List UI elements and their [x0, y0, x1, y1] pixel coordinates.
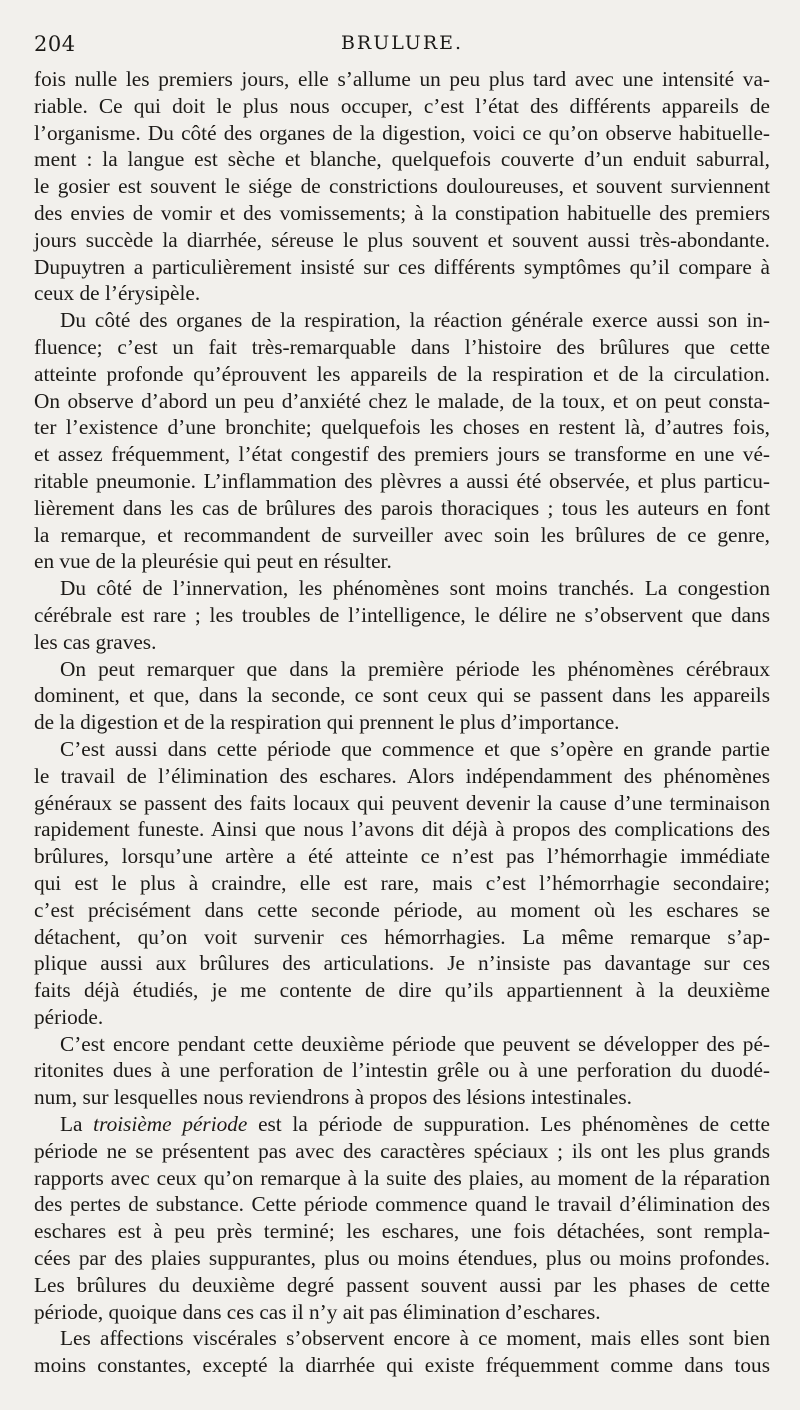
text-line: cérébrale est rare ; les troubles de l’intelligence, le délire ne s’observent que dans	[34, 602, 770, 627]
text-segment: est la période de suppuration. Les phénomènes de cette	[247, 1112, 770, 1137]
text-line: la remarque, et recommandent de surveiller avec soin les brûlures de ce genre,	[34, 522, 770, 547]
text-line: c’est précisément dans cette seconde période, au moment où les eschares se	[34, 897, 770, 922]
page-header	[34, 28, 770, 64]
text-line: rapidement funeste. Ainsi que nous l’avons dit déjà à propos des complications des	[34, 817, 770, 842]
text-line: Les brûlures du deuxième degré passent souvent aussi par les phases de cette	[34, 1272, 770, 1297]
text-line: Du côté des organes de la respiration, la réaction générale exerce aussi son in-	[60, 308, 770, 333]
text-line: On observe d’abord un peu d’anxiété chez le malade, de la toux, et on peut consta-	[34, 388, 770, 413]
text-line: l’organisme. Du côté des organes de la digestion, voici ce qu’on observe habituelle-	[34, 120, 770, 145]
text-line: faits déjà étudiés, je me contente de dire qu’ils appartiennent à la deuxième	[34, 978, 770, 1003]
text-segment: La	[60, 1112, 94, 1137]
text-line: lièrement dans les cas de brûlures des parois thoraciques ; tous les auteurs en font	[34, 495, 770, 520]
text-line: qui est le plus à craindre, elle est rare, mais c’est l’hémorrhagie secondaire;	[34, 870, 770, 895]
text-line: fluence; c’est un fait très-remarquable dans l’histoire des brûlures que cette	[34, 334, 770, 359]
page-number: 204	[34, 32, 76, 56]
text-line: ritable pneumonie. L’inflammation des plèvres a aussi été observée, et plus particu-	[34, 468, 770, 493]
text-line: plique aussi aux brûlures des articulations. Je n’insiste pas davantage sur ces	[34, 951, 770, 976]
text-line: ment : la langue est sèche et blanche, quelquefois couverte d’un enduit saburral,	[34, 147, 770, 172]
text-line: num, sur lesquelles nous reviendrons à propos des lésions intestinales.	[34, 1085, 632, 1110]
text-line: C’est encore pendant cette deuxième période que peuvent se développer des pé-	[60, 1031, 770, 1056]
text-line: de la digestion et de la respiration qui prennent le plus d’importance.	[34, 710, 620, 735]
text-line: Du côté de l’innervation, les phénomènes sont moins tranchés. La congestion	[60, 576, 770, 601]
text-line: en vue de la pleurésie qui peut en résulter.	[34, 549, 392, 574]
text-line: des envies de vomir et des vomissements; à la constipation habituelle des premiers	[34, 200, 770, 225]
text-line: détachent, qu’on voit survenir ces hémorrhagies. La même remarque s’ap-	[34, 924, 770, 949]
text-line: le gosier est souvent le siége de constrictions douloureuses, et souvent surviennent	[34, 174, 770, 199]
text-line: période ne se présentent pas avec des caractères spéciaux ; ils ont les plus grands	[34, 1138, 770, 1163]
text-line: eschares est à peu près terminé; les eschares, une fois détachées, sont rempla-	[34, 1219, 770, 1244]
text-line: On peut remarquer que dans la première période les phénomènes cérébraux	[60, 656, 770, 681]
text-line: jours succède la diarrhée, séreuse le plus souvent et souvent aussi très-abondante.	[34, 227, 770, 252]
text-line: période, quoique dans ces cas il n’y ait pas élimination d’eschares.	[34, 1299, 601, 1324]
text-line: C’est aussi dans cette période que commence et que s’opère en grande partie	[60, 736, 770, 761]
text-line: ritonites dues à une perforation de l’intestin grêle ou à une perforation du duodé-	[34, 1058, 770, 1083]
text-line: Les affections viscérales s’observent encore à ce moment, mais elles sont bien	[60, 1326, 770, 1351]
text-line: atteinte profonde qu’éprouvent les appareils de la respiration et de la circulation.	[34, 361, 770, 386]
text-line: rapports avec ceux qu’on remarque à la suite des plaies, au moment de la réparation	[34, 1165, 770, 1190]
text-line: et assez fréquemment, l’état congestif des premiers jours se transforme en une vé-	[34, 442, 770, 467]
text-line: dominent, et que, dans la seconde, ce sont ceux qui se passent dans les appareils	[34, 683, 770, 708]
text-line: fois nulle les premiers jours, elle s’allume un peu plus tard avec une intensité va-	[34, 67, 770, 91]
text-line: brûlures, lorsqu’une artère a été atteinte ce n’est pas l’hémorrhagie immédiate	[34, 844, 770, 869]
text-line: des pertes de substance. Cette période commence quand le travail d’élimination des	[34, 1192, 770, 1217]
text-line: les cas graves.	[34, 629, 157, 654]
text-line: cées par des plaies suppurantes, plus ou moins étendues, plus ou moins profondes.	[34, 1246, 770, 1271]
text-line: ter l’existence d’une bronchite; quelquefois les choses en restent là, d’autres fois,	[34, 415, 770, 440]
italic-term: troisième période	[93, 1112, 248, 1137]
text-line: le travail de l’élimination des eschares. Alors indépendamment des phénomènes	[34, 763, 770, 788]
text-line: Dupuytren a particulièrement insisté sur ces différents symptômes qu’il compare à	[34, 254, 770, 279]
text-line: période.	[34, 1004, 104, 1029]
text-line: moins constantes, excepté la diarrhée qui existe fréquemment comme dans tous	[34, 1353, 770, 1378]
body-text	[34, 66, 770, 1379]
text-line: riable. Ce qui doit le plus nous occuper, c’est l’état des différents appareils de	[34, 93, 770, 118]
text-line: ceux de l’érysipèle.	[34, 281, 201, 306]
running-head: BRULURE.	[340, 32, 464, 54]
text-line	[34, 1111, 770, 1138]
text-line: généraux se passent des faits locaux qui peuvent devenir la cause d’une terminaison	[34, 790, 770, 815]
